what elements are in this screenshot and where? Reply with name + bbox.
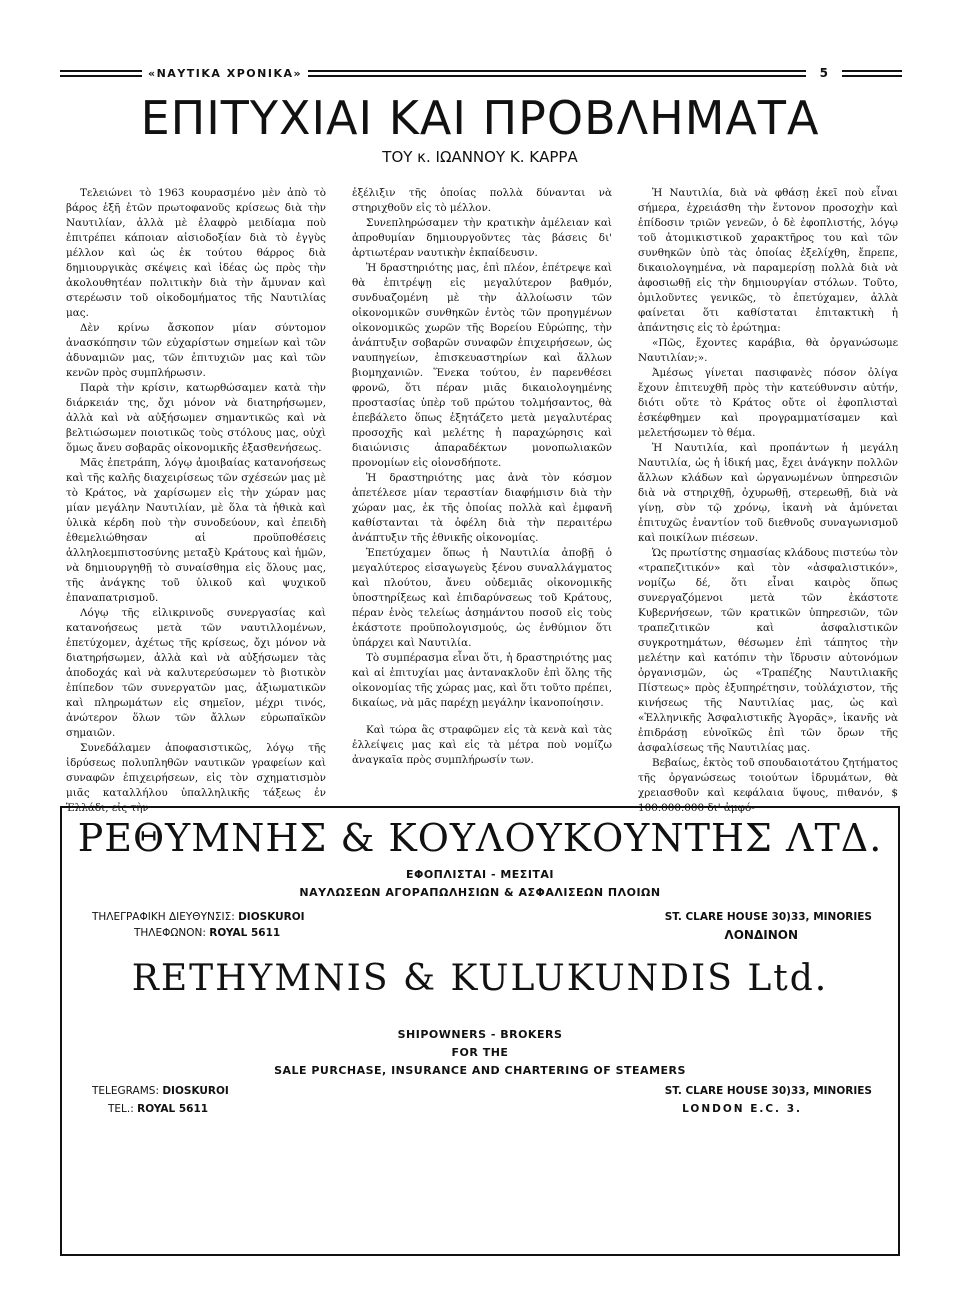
- paragraph: Λόγῳ τῆς εἰλικρινοῦς συνεργασίας καὶ κατανοήσεως μετὰ τῶν ναυτιλλομένων, ἐπετύχομεν, ἀχέτως τῆς κρίσεως, ὄχι μόνον νὰ διατηρήσωμεν, ἀλλὰ καὶ νὰ αὐξήσωμεν τὰς ἀποδοχάς καὶ νὰ καλυτερεύσωμεν τὸ βιοτικὸν ἐπίπεδον τῶν συνεργατῶν μας, ἀξιωματικῶν καὶ πληρωμάτων εἰς σημεῖον, μέχρι τινός, ἀνώτερον ὅλων τῶν ἄλλων εὐρωπαϊκῶν σημαιῶν.: [66, 607, 326, 739]
- ad-english-address: ST. CLARE HOUSE 30)33, MINORIES: [664, 1085, 872, 1097]
- text-column-1: [66, 186, 326, 814]
- paragraph: Ἡ Ναυτιλία, διὰ νὰ φθάσῃ ἐκεῖ ποὺ εἶναι σήμερα, ἐχρειάσθη τὴν ἔντονον προσοχὴν καὶ ἐπίδοσιν τριῶν γενεῶν, ὁ δὲ ἐφοπλιστής, λόγῳ τοῦ ἀτομικιστικοῦ χαρακτῆρος του καὶ τῶν συνθηκῶν ὑπὸ τὰς ὁποίας ἐξελίχθη, ἔπρεπε, δικαιολογημένα, νὰ παραμερίσῃ πολλὰ διὰ νὰ ἀφοσιωθῇ εἰς τὴν δημιουργίαν στόλων. Τοῦτο, ὁμιλοῦντες γενικῶς, τὸ ἐπετύχαμεν, ἀλλὰ φαίνεται ὅτι καθίσταται ἐπιτακτικὴ ἡ ἀπάντησις εἰς τὸ ἐρώτημα:: [638, 187, 898, 334]
- running-header: [60, 58, 902, 88]
- ad-greek-business: ΕΦΟΠΛΙΣΤΑΙ - ΜΕΣΙΤΑΙ: [405, 868, 555, 881]
- paragraph: «Πῶς, ἔχοντες καράβια, θὰ ὀργανώσωμε Ναυτιλίαν;».: [638, 337, 898, 364]
- paragraph: Μᾶς ἐπετράπη, λόγῳ ἀμοιβαίας κατανοήσεως καὶ τῆς καλῆς διαχειρίσεως τῶν σχέσεών μας μὲ τὸ Κράτος, νὰ χαρίσωμεν εἰς τὴν χώραν μας μίαν μεγάλην Ναυτιλίαν, μὲ ὅλα τὰ ἠθικὰ καὶ ὑλικὰ κέρδη ποὺ τὴν συνοδεύουν, καὶ ἐπειδὴ ἐθεμελιώθησαν αἱ προϋποθέσεις ἀλληλοεμπιστοσύνης μεταξὺ Κράτους καὶ ἡμῶν, νὰ δημιουργηθῇ τὸ συναίσθημα εἰς ὅλους μας, τῆς ἀνάγκης τοῦ ὑλικοῦ καὶ ψυχικοῦ ἐπαναπατρισμοῦ.: [66, 457, 326, 604]
- paragraph: Συνεπληρώσαμεν τὴν κρατικὴν ἀμέλειαν καὶ ἀπροθυμίαν δημιουργοῦντες τὰς βάσεις δι' ἀρτιωτέραν ναυτικὴν ἐκπαίδευσιν.: [352, 217, 612, 259]
- paragraph: Ὡς πρωτίστης σημασίας κλάδους πιστεύω τὸν «τραπεζιτικόν» καὶ τὸν «ἀσφαλιστικόν», νομίζω δέ, ὅτι εἶναι καιρὸς ὅπως συνεργαζόμενοι μετὰ τῶν ἑκάστοτε Κυβερνήσεων, τῶν κρατικῶν ὑπηρεσιῶν, τῶν τραπεζιτικῶν καὶ ἀσφαλιστικῶν συγκροτημάτων, θέσωμεν ἐπὶ τάπητος τὴν μελέτην καὶ κατόπιν τὴν ἵδρυσιν αὐτονόμων ὀργανισμῶν, ὡς «Τραπέζης Ναυτιλιακῆς Πίστεως» πρὸς ἐξυπηρέτησιν, τοὐλάχιστον, τῆς κινήσεως τῆς Ναυτιλίας μας, ὡς καὶ «Ἑλληνικῆς Ἀσφαλιστικῆς Ἀγορᾶς», ἱκανῆς νὰ ἐπιδράσῃ εὐνοϊκῶς ἐπὶ τῶν ὅρων τῆς ἀσφαλίσεως τῆς Ναυτιλίας μας.: [638, 547, 898, 754]
- paragraph: Καὶ τώρα ἂς στραφῶμεν εἰς τὰ κενὰ καὶ τὰς ἐλλείψεις μας καὶ εἰς τὰ μέτρα ποὺ νομίζω ἀναγκαῖα πρὸς συμπλήρωσίν των.: [352, 724, 612, 766]
- ad-english-for: FOR THE: [451, 1046, 509, 1059]
- ad-greek-phone-label: ΤΗΛΕΦΩΝΟΝ:: [134, 927, 206, 939]
- journal-name: «ΝΑΥΤΙΚΑ ΧΡΟΝΙΚΑ»: [148, 66, 303, 80]
- ad-english-services: SALE PURCHASE, INSURANCE AND CHARTERING OF STEAMERS: [274, 1064, 686, 1077]
- text-column-3: [638, 186, 898, 814]
- paragraph: Ἡ δραστηριότης μας ἀνὰ τὸν κόσμον ἀπετέλεσε μίαν τεραστίαν διαφήμισιν διὰ τὴν χώραν μας, ἐκ τῆς ὁποίας πολλὰ καὶ ἐμφανῆ καθίστανται τὰ ὀφέλη διὰ τὴν περαιτέρω ἀνάπτυξιν τῆς ἐθνικῆς οἰκονομίας.: [352, 472, 612, 544]
- page-number: 5: [819, 66, 828, 80]
- paragraph: Τελειώνει τὸ 1963 κουρασμένο μὲν ἀπὸ τὸ βάρος ἑξῆ ἐτῶν πρωτοφανοῦς κρίσεως διὰ τὴν Ναυτιλίαν, ἀλλὰ μὲ ἐλαφρὸ μειδίαμα ποὺ ἐπιτρέπει κάποιαν αἰσιοδοξίαν διὰ τὸ ἐγγὺς μέλλον καὶ ὡς ἐκ τούτου θάρρος διὰ δημιουργικὰς σκέψεις καὶ ἰδέας ὡς πρὸς τὴν ἀκολουθητέαν πολιτικὴν διὰ τὴν ἄμυναν καὶ στερέωσιν τοῦ οἰκοδομήματος τῆς Ναυτιλίας μας.: [66, 187, 326, 319]
- paragraph: Ἀμέσως γίνεται πασιφανὲς πόσον ὀλίγα ἔχουν ἐπιτευχθῆ πρὸς τὴν κατεύθυνσιν αὐτήν, διότι οὔτε τὸ Κράτος οὔτε οἱ ἐφοπλισταὶ ἐσκέφθημεν καὶ προγραμματίσαμεν καὶ μελετήσωμεν τὸ θέμα.: [638, 367, 898, 439]
- paragraph: Δὲν κρίνω ἄσκοπον μίαν σύντομον ἀνασκόπησιν τῶν εὐχαρίστων σημείων καὶ τῶν ἀδυναμιῶν μας, τῶν ἐπιτυχιῶν μας καὶ τῶν κενῶν πρὸς συμπλήρωσιν.: [66, 322, 326, 379]
- ad-english-telegrams: [92, 1084, 229, 1098]
- ad-english-business: SHIPOWNERS - BROKERS: [397, 1028, 563, 1041]
- ad-greek-services: ΝΑΥΛΩΣΕΩΝ ΑΓΟΡΑΠΩΛΗΣΙΩΝ & ΑΣΦΑΛΙΣΕΩΝ ΠΛΟΙΩΝ: [299, 886, 661, 899]
- ad-english-tel-value: ROYAL 5611: [137, 1103, 209, 1115]
- ad-greek-telegraph: [92, 910, 305, 924]
- text-column-2: [352, 186, 612, 792]
- ad-english-city: LONDON E.C. 3.: [682, 1103, 802, 1115]
- paragraph: ἐξέλιξιν τῆς ὁποίας πολλὰ δύνανται νὰ στηριχθοῦν εἰς τὸ μέλλον.: [352, 187, 612, 214]
- header-rule-middle: [308, 70, 806, 77]
- article-byline: ΤΟΥ κ. ΙΩΑΝΝΟΥ Κ. ΚΑΡΡΑ: [382, 148, 578, 166]
- ad-greek-phone: [134, 926, 280, 940]
- ad-greek-firm-name: ΡΕΘΥΜΝΗΣ & ΚΟΥΛΟΥΚΟΥΝΤΗΣ ΛΤΔ.: [77, 816, 883, 860]
- ad-english-tel-label: TEL.:: [108, 1103, 134, 1115]
- ad-english-tel: [108, 1102, 208, 1116]
- ad-greek-telegraph-value: DIOSKUROI: [238, 911, 305, 923]
- ad-greek-phone-value: ROYAL 5611: [209, 927, 281, 939]
- paragraph: Βεβαίως, ἐκτὸς τοῦ σπουδαιοτάτου ζητήματος τῆς ὀργανώσεως τοιούτων ἱδρυμάτων, θὰ χρειασθοῦν καὶ κεφάλαια ὕψους, πιθανόν, $ 100.000.000 δι' ἀμφό-: [638, 757, 898, 814]
- ad-english-telegrams-label: TELEGRAMS:: [92, 1085, 159, 1097]
- paragraph: Ἡ Ναυτιλία, καὶ προπάντων ἡ μεγάλη Ναυτιλία, ὡς ἡ ἰδική μας, ἔχει ἀνάγκην πολλῶν ἄλλων κλάδων καὶ ὠργανωμένων ὑπηρεσιῶν διὰ νὰ στηριχθῇ, ὀχυρωθῇ, στερεωθῇ, διὰ νὰ γίνῃ, σὺν τῷ χρόνῳ, ἱκανὴ νὰ ἀμύνεται ἐπιτυχῶς ἐναντίον τοῦ διεθνοῦς συναγωνισμοῦ καὶ ποικίλων πιέσεων.: [638, 442, 898, 544]
- paragraph: Συνεδάλαμεν ἀποφασιστικῶς, λόγῳ τῆς ἱδρύσεως πολυπληθῶν ναυτικῶν γραφείων καὶ συναφῶν ἐπιχειρήσεων, εἰς τὸν σχηματισμὸν μιᾶς καταλλήλου ὑπαλληλικῆς τάξεως ἐν Ἑλλάδι, εἰς τὴν: [66, 742, 326, 814]
- ad-greek-telegraph-label: ΤΗΛΕΓΡΑΦΙΚΗ ΔΙΕΥΘΥΝΣΙΣ:: [92, 911, 235, 923]
- header-rule-left: [60, 70, 142, 77]
- header-rule-right: [842, 70, 902, 77]
- ad-english-firm-name: RETHYMNIS & KULUKUNDIS Ltd.: [131, 958, 829, 999]
- ad-english-telegrams-value: DIOSKUROI: [162, 1085, 229, 1097]
- ad-greek-address: ST. CLARE HOUSE 30)33, MINORIES: [664, 911, 872, 923]
- advertisement-box: [60, 806, 900, 1256]
- paragraph: Ἡ δραστηριότης μας, ἐπὶ πλέον, ἐπέτρεψε καὶ θὰ ἐπιτρέψῃ εἰς μεγαλύτερον βαθμόν, συνδυαζομένη μὲ τὴν ἀλλοίωσιν τῶν οἰκονομικῶν συνθηκῶν ἐντὸς τῶν προηγμένων οἰκονομικῶς χωρῶν τῆς Βορείου Εὐρώπης, τὴν ἀνάπτυξιν σοβαρῶν συναφῶν ἐπιχειρήσεων, ὡς ναυπηγείων, ἐπισκευαστηρίων καὶ ἄλλων βιομηχανιῶν. Ἕνεκα τούτου, ἐν παρενθέσει φρονῶ, ὅτι πέραν μιᾶς δικαιολογημένης προστασίας ὑπὲρ τοῦ πρώτου τολμήσαντος, θὰ ἐπεβάλετο ὅπως ἐξητάζετο μετὰ μεγαλυτέρας προσοχῆς καὶ μελέτης ἡ παραχώρησις καὶ διαιώνισις ἀπαραδέκτων μονοπωλιακῶν προνομίων εἰς οἱονσδήποτε.: [352, 262, 612, 469]
- ad-greek-city: ΛΟΝΔΙΝΟΝ: [724, 928, 798, 942]
- paragraph: Τὸ συμπέρασμα εἶναι ὅτι, ἡ δραστηριότης μας καὶ αἱ ἐπιτυχίαι μας ἀντανακλοῦν ἐπὶ ὅλης τῆς οἰκονομίας τῆς χώρας μας, καὶ ὅτι τοῦτο πρέπει, δικαίως, νὰ μᾶς παρέχῃ μεγάλην ἱκανοποίησιν.: [352, 652, 612, 709]
- paragraph: Παρὰ τὴν κρίσιν, κατωρθώσαμεν κατὰ τὴν διάρκειάν της, ὄχι μόνον νὰ διατηρήσωμεν, ἀλλὰ καὶ νὰ αὐξήσωμεν σημαντικῶς καὶ νὰ βελτιώσωμεν ποιοτικῶς τοὺς στόλους μας, οὐχὶ ὅμως ἄνευ σοβαρᾶς οἰκονομικῆς ἐξασθενήσεως.: [66, 382, 326, 454]
- paragraph: Ἐπετύχαμεν ὅπως ἡ Ναυτιλία ἀποβῇ ὁ μεγαλύτερος εἰσαγωγεὺς ξένου συναλλάγματος καὶ πλούτου, ἄνευ οὐδεμιᾶς οἰκονομικῆς ὑποστηρίξεως καὶ ἐπιδαρύνσεως τοῦ Κράτους, πέραν ἑνὸς τελείως ἀσημάντου ποσοῦ εἰς τοὺς ἑκάστοτε προϋπολογισμούς, ὡς ἐνθύμιον ὅτι ὑπάρχει καὶ Ναυτιλία.: [352, 547, 612, 649]
- article-body: [66, 186, 898, 814]
- article-title: ΕΠΙΤΥΧΙΑΙ ΚΑΙ ΠΡΟΒΛΗΜΑΤΑ: [140, 91, 820, 145]
